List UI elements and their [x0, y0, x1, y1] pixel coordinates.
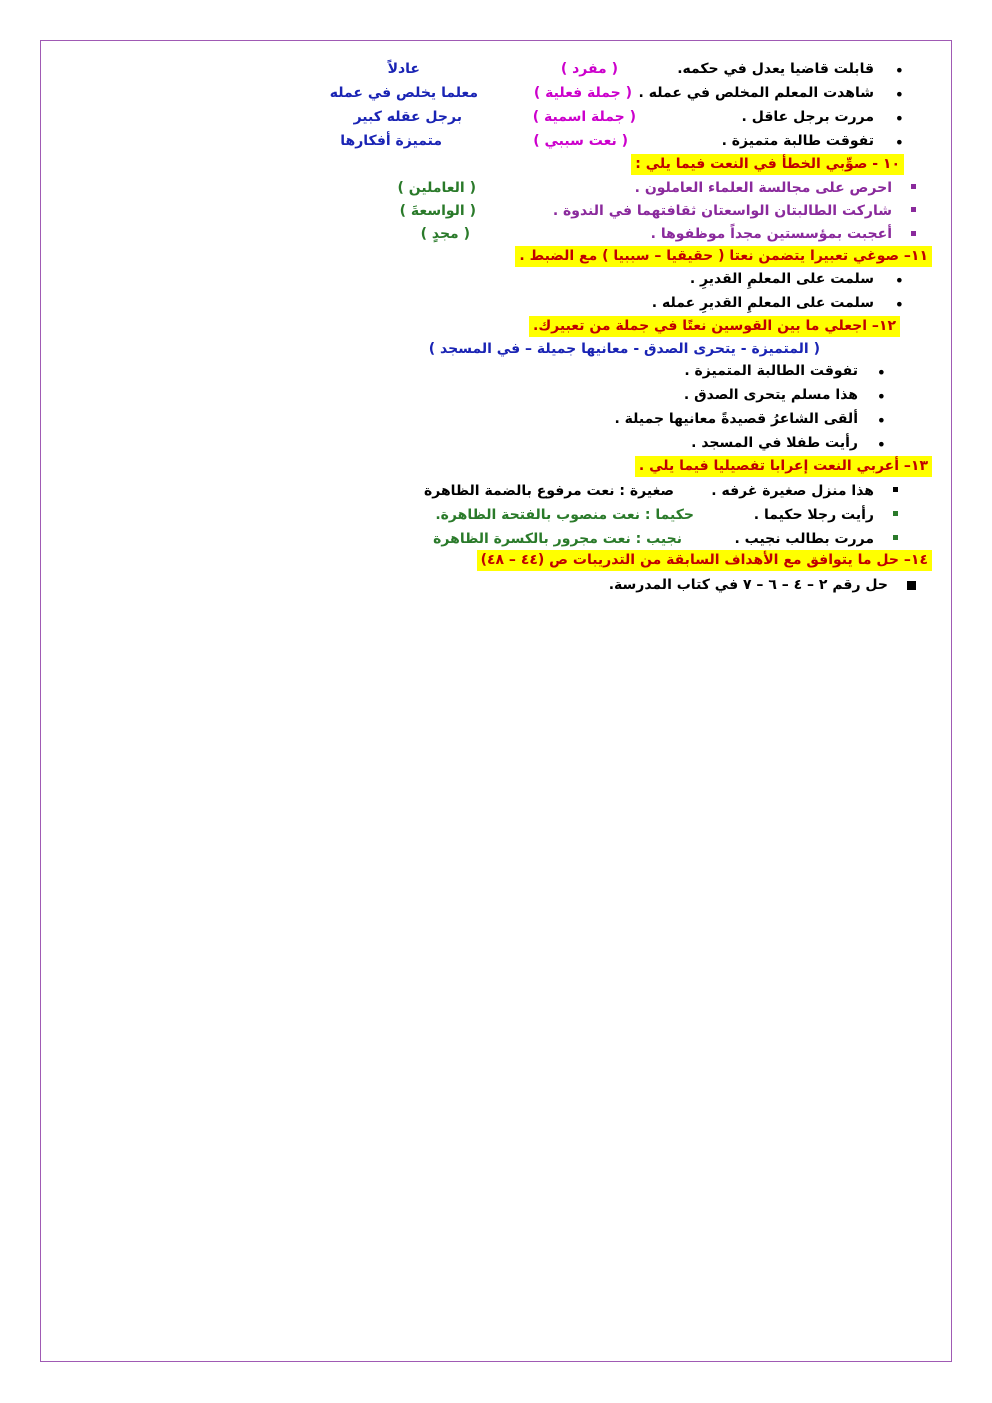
bullet-icon: •: [876, 387, 886, 406]
s11-item-1: سلمت على المعلمِ القديرِ .: [689, 271, 874, 287]
bullet-icon: •: [876, 411, 886, 430]
section-14-heading: ١٤– حل ما يتوافق مع الأهداف السابقة من التدريبات ص (٤٤ – ٤٨): [477, 550, 932, 571]
s10-correction-2: ( الواسعةَ ): [399, 203, 476, 219]
s14-item: حل رقم ٢ – ٤ – ٦ – ٧ في كتاب المدرسة.: [608, 577, 888, 593]
s9-type-2: ( جملة فعلية ): [533, 85, 632, 101]
bullet-icon: •: [894, 109, 904, 128]
s13-answer-1: صغيرة : نعت مرفوع بالضمة الظاهرة: [423, 483, 674, 499]
s13-answer-3: نجيب : نعت مجرور بالكسرة الظاهرة: [433, 531, 682, 547]
s9-answer-3: برجل عقله كبير: [353, 109, 462, 125]
s9-sentence-3: مررت برجل عاقل .: [741, 109, 874, 125]
section-12-heading: ١٢– اجعلي ما بين القوسين نعتًا في جملة من تعبيرك.: [529, 316, 900, 337]
bullet-icon: •: [894, 61, 904, 80]
s9-type-3: ( جملة اسمية ): [532, 109, 636, 125]
bullet-icon: •: [894, 271, 904, 290]
s13-sentence-1: هذا منزل صغيرة غرفه .: [711, 483, 874, 499]
bullet-icon: •: [876, 435, 886, 454]
s9-type-1: ( مفرد ): [560, 61, 618, 77]
s10-sentence-3: أعجبت بمؤسستين مجداً موظفوها .: [650, 226, 892, 242]
s9-answer-1: عادلاً: [387, 61, 420, 77]
square-bullet-icon: [893, 511, 898, 516]
s12-item-2: هذا مسلم يتحرى الصدق .: [683, 387, 858, 403]
s13-sentence-2: رأيت رجلا حكيما .: [753, 507, 874, 523]
square-bullet-icon: [911, 207, 916, 212]
square-bullet-icon: [911, 184, 916, 189]
square-bullet-icon: [893, 535, 898, 540]
s13-sentence-3: مررت بطالب نجيب .: [734, 531, 874, 547]
s9-type-4: ( نعت سببي ): [533, 133, 628, 149]
s12-options: ( المتميزة - يتحرى الصدق - معانيها جميلة – في المسجد ): [428, 341, 820, 357]
s9-answer-4: متميزة أفكارها: [340, 133, 442, 149]
bullet-icon: •: [894, 85, 904, 104]
s12-item-1: تفوقت الطالبة المتميزة .: [684, 363, 858, 379]
section-13-heading: ١٣– أعربي النعت إعرابا تفصيليا فيما يلي .: [635, 456, 932, 477]
s13-answer-2: حكيما : نعت منصوب بالفتحة الظاهرة.: [435, 507, 694, 523]
s11-item-2: سلمت على المعلمِ القديرِ عمله .: [651, 295, 874, 311]
s10-correction-3: ( مجدٍ ): [420, 226, 470, 242]
square-bullet-icon: [893, 487, 898, 492]
s9-sentence-4: تفوقت طالبة متميزة .: [721, 133, 874, 149]
bullet-icon: •: [894, 133, 904, 152]
section-11-heading: ١١– صوغي تعبيرا يتضمن نعتا ( حقيقيا – سببيا ) مع الضبط .: [515, 246, 932, 267]
s9-sentence-1: قابلت قاضيا يعدل في حكمه.: [677, 61, 874, 77]
square-bullet-icon: [907, 581, 916, 590]
bullet-icon: •: [894, 295, 904, 314]
s10-sentence-1: احرص على مجالسة العلماء العاملون .: [634, 180, 892, 196]
s12-item-4: رأيت طفلا في المسجد .: [691, 435, 858, 451]
s9-answer-2: معلما يخلص في عمله: [329, 85, 478, 101]
s9-sentence-2: شاهدت المعلم المخلص في عمله .: [638, 85, 874, 101]
bullet-icon: •: [876, 363, 886, 382]
section-10-heading: ١٠ - صوِّبي الخطأ في النعت فيما يلي :: [631, 154, 904, 175]
square-bullet-icon: [911, 231, 916, 236]
s12-item-3: ألقى الشاعرُ قصيدةً معانيها جميلة .: [614, 411, 858, 427]
s10-correction-1: ( العاملين ): [397, 180, 476, 196]
s10-sentence-2: شاركت الطالبتان الواسعتان ثقافتهما في الندوة .: [552, 203, 892, 219]
